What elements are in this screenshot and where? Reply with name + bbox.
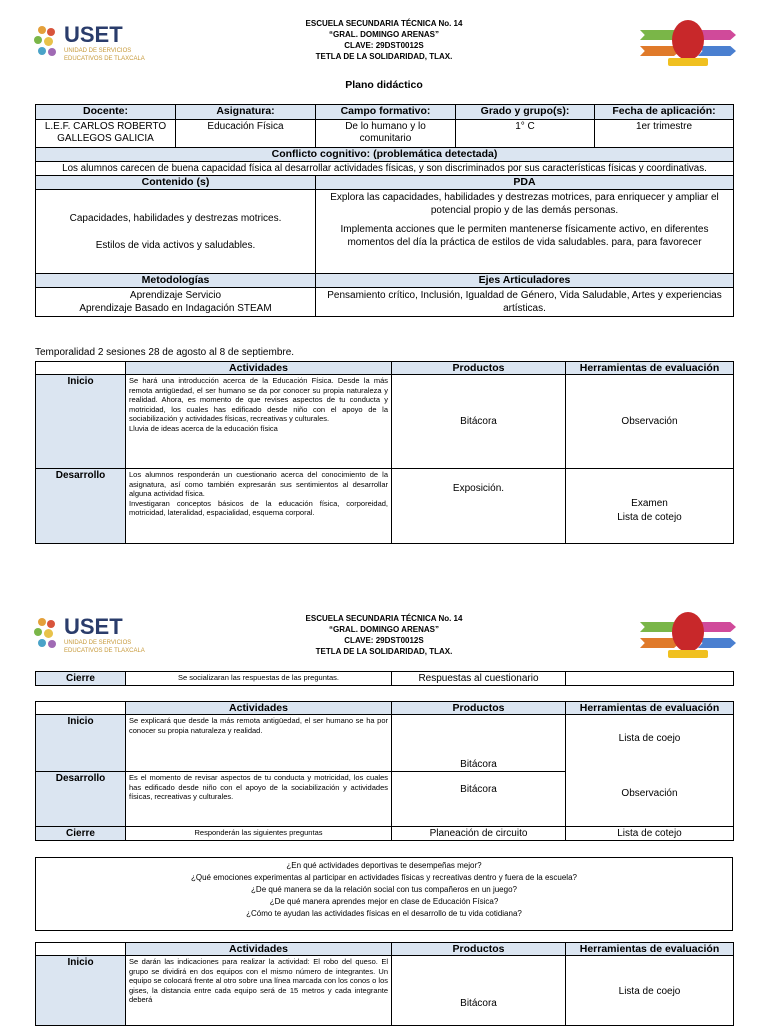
conflicto-value: Los alumnos carecen de buena capacidad física al desarrollar actividades físicas, y son discriminados por sus características físicas y coordinativas. — [36, 162, 734, 176]
uset-logo — [34, 22, 154, 72]
activities-table-2 — [35, 701, 734, 841]
school-general: “GRAL. DOMINGO ARENAS” — [329, 625, 439, 634]
activities-table-1 — [35, 361, 734, 544]
header-fecha: Fecha de aplicación: — [595, 105, 734, 120]
table-row — [36, 672, 734, 686]
col-herramientas: Herramientas de evaluación — [566, 362, 734, 375]
col-herramientas: Herramientas de evaluación — [566, 943, 734, 956]
row-label-cierre: Cierre — [36, 672, 126, 686]
inicio-activity: Se darán las indicaciones para realizar la actividad: El robo del queso. El grupo se dividirá en dos equipos con el mismo número de integrantes. Un equipo se colocará frente al otro sobre una línea marcada con los conos o los gises, la distancia entre cada equipo será de 15 metros y cada integrante deberá — [126, 956, 392, 1026]
row-label-inicio: Inicio — [36, 715, 126, 772]
desarrollo-activity: Es el momento de revisar aspectos de tu conducta y motricidad, los cuales has edificado desde niño con el apoyo de la sociabilización y actividades físicas, recreativas y culturales. — [126, 772, 392, 827]
fecha-value: 1er trimestre — [595, 120, 734, 148]
header-metodologias: Metodologías — [36, 274, 316, 288]
cierre-table-1 — [35, 671, 734, 686]
inicio-activity-text-2: Lluvia de ideas acerca de la educación física — [129, 423, 278, 433]
desarrollo-herramienta-2: Lista de cotejo — [617, 512, 682, 523]
desarrollo-activity-text: Los alumnos responderán un cuestionario acerca del conocimiento de la asignatura, así como también expresarán sus sentimientos al desarrollar alguna actividad física. — [129, 470, 388, 498]
pda-cell — [316, 190, 734, 274]
row-label-inicio: Inicio — [36, 375, 126, 469]
inicio-producto: Bitácora — [392, 715, 566, 772]
desarrollo-producto: Exposición. — [392, 469, 566, 544]
desarrollo-herramienta — [566, 469, 734, 544]
activities-table-3 — [35, 942, 734, 1026]
logo-sub-1: UNIDAD DE SERVICIOS — [64, 640, 132, 646]
question-item: ¿De qué manera se da la relación social con tus compañeros en un juego? — [251, 885, 517, 894]
inicio-activity: Se explicará que desde la más remota antigüedad, el ser humano se ha por conocer su propia naturaleza y realidad. — [126, 715, 392, 772]
desarrollo-activity-text-2: Investigaran conceptos básicos de la educación física, corporeidad, motricidad, lateralidad, espacialidad, esquema corporal. — [129, 498, 388, 517]
logo-word: USET — [64, 22, 123, 47]
col-productos: Productos — [392, 943, 566, 956]
header-grado: Grado y grupo(s): — [456, 105, 595, 120]
school-general: “GRAL. DOMINGO ARENAS” — [329, 30, 439, 39]
contenido-cell — [36, 190, 316, 274]
row-label-inicio: Inicio — [36, 956, 126, 1026]
table-row — [36, 469, 734, 544]
question-item: ¿Qué emociones experimentas al participar en actividades físicas y recreativas dentro y fuera de la escuela? — [191, 873, 577, 882]
table-row — [36, 827, 734, 841]
logo-sub-2: EDUCATIVOS DE TLAXCALA — [64, 648, 145, 654]
school-place: TETLA DE LA SOLIDARIDAD, TLAX. — [315, 647, 453, 656]
col-actividades: Actividades — [126, 702, 392, 715]
header-conflicto: Conflicto cognitivo: (problemática detectada) — [36, 148, 734, 162]
school-emblem-icon — [640, 606, 736, 662]
inicio-herramienta: Lista de coejo — [566, 956, 734, 1026]
inicio-activity — [126, 375, 392, 469]
logo-word: USET — [64, 614, 123, 639]
cierre-producto: Respuestas al cuestionario — [392, 672, 566, 686]
inicio-herramienta: Observación — [566, 375, 734, 469]
info-table — [35, 104, 734, 317]
asignatura-value: Educación Física — [176, 120, 316, 148]
metodologia-2: Aprendizaje Basado en Indagación STEAM — [79, 303, 272, 314]
school-name: ESCUELA SECUNDARIA TÉCNICA No. 14 — [305, 19, 463, 28]
header-docente: Docente: — [36, 105, 176, 120]
desarrollo-activity — [126, 469, 392, 544]
col-actividades: Actividades — [126, 943, 392, 956]
cierre-activity: Responderán las siguientes preguntas — [126, 827, 392, 841]
question-item: ¿De qué manera aprendes mejor en clase de Educación Física? — [269, 897, 499, 906]
table-row — [36, 375, 734, 469]
contenido-2: Estilos de vida activos y saludables. — [95, 239, 256, 251]
header-contenido: Contenido (s) — [36, 176, 316, 190]
metodologia-1: Aprendizaje Servicio — [129, 290, 222, 301]
question-item: ¿Cómo te ayudan las actividades físicas en el desarrollo de tu vida cotidiana? — [246, 909, 522, 918]
col-productos: Productos — [392, 702, 566, 715]
logo-sub-1: UNIDAD DE SERVICIOS — [64, 48, 132, 54]
row-label-cierre: Cierre — [36, 827, 126, 841]
header-pda: PDA — [316, 176, 734, 190]
grado-value: 1° C — [456, 120, 595, 148]
row-label-desarrollo: Desarrollo — [36, 772, 126, 827]
inicio-activity-text: Se hará una introducción acerca de la Educación Física. Desde la más remota antigüedad, el ser humano se da por conocer su propia naturaleza y realidad. Ahora, es momento de que revises aspectos de tu conducta y motricidad, los cuales has edificado desde niño con el apoyo de la sociabilización y actividades físicas, recreativas y culturales. — [129, 376, 388, 423]
cierre-producto: Planeación de circuito — [392, 827, 566, 841]
school-header — [240, 18, 528, 62]
inicio-herramienta-text: Lista de coejo — [618, 733, 681, 744]
page-title: Plano didáctico — [345, 79, 423, 91]
school-place: TETLA DE LA SOLIDARIDAD, TLAX. — [315, 52, 453, 61]
col-actividades: Actividades — [126, 362, 392, 375]
school-clave: CLAVE: 29DST0012S — [344, 636, 424, 645]
table-row — [36, 715, 734, 772]
contenido-1: Capacidades, habilidades y destrezas motrices. — [69, 212, 282, 224]
cierre-herramienta: Lista de cotejo — [566, 827, 734, 841]
school-clave: CLAVE: 29DST0012S — [344, 41, 424, 50]
campo-value: De lo humano y lo comunitario — [316, 120, 456, 148]
inicio-producto: Bitácora — [392, 375, 566, 469]
header-ejes: Ejes Articuladores — [316, 274, 734, 288]
logo-sub-2: EDUCATIVOS DE TLAXCALA — [64, 56, 145, 62]
docente-value: L.E.F. CARLOS ROBERTO GALLEGOS GALICIA — [36, 120, 176, 148]
cierre-activity: Se socializaran las respuestas de las preguntas. — [126, 672, 392, 686]
inicio-herramienta — [566, 715, 734, 827]
inicio-producto: Bitácora — [392, 956, 566, 1026]
questions-box — [35, 857, 733, 931]
row-label-desarrollo: Desarrollo — [36, 469, 126, 544]
col-herramientas: Herramientas de evaluación — [566, 702, 734, 715]
table-row — [36, 956, 734, 1026]
metodologias-cell — [36, 288, 316, 317]
school-header-2 — [240, 613, 528, 657]
header-asignatura: Asignatura: — [176, 105, 316, 120]
desarrollo-producto: Bitácora — [392, 772, 566, 827]
pda-2: Implementa acciones que le permiten mantenerse físicamente activo, en diferentes momentos del día la práctica de estilos de vida saludables. para, para favorecer — [340, 224, 709, 248]
logo-emblem-icon — [34, 26, 60, 62]
ejes-value: Pensamiento crítico, Inclusión, Igualdad de Género, Vida Saludable, Artes y experiencias artísticas. — [316, 288, 734, 317]
school-emblem-icon — [640, 14, 736, 70]
uset-logo-2 — [34, 614, 154, 664]
question-item: ¿En qué actividades deportivas te desempeñas mejor? — [286, 861, 482, 870]
logo-emblem-icon — [34, 618, 60, 654]
col-productos: Productos — [392, 362, 566, 375]
desarrollo-herramienta-1: Examen — [631, 498, 668, 509]
header-campo: Campo formativo: — [316, 105, 456, 120]
pda-1: Explora las capacidades, habilidades y destrezas motrices, para enriquecer y ampliar el potencial propio y de las demás personas. — [330, 192, 719, 216]
desarrollo-herramienta-text: Observación — [621, 788, 678, 799]
school-name: ESCUELA SECUNDARIA TÉCNICA No. 14 — [305, 614, 463, 623]
temporalidad-text: Temporalidad 2 sesiones 28 de agosto al 8 de septiembre. — [35, 347, 295, 358]
